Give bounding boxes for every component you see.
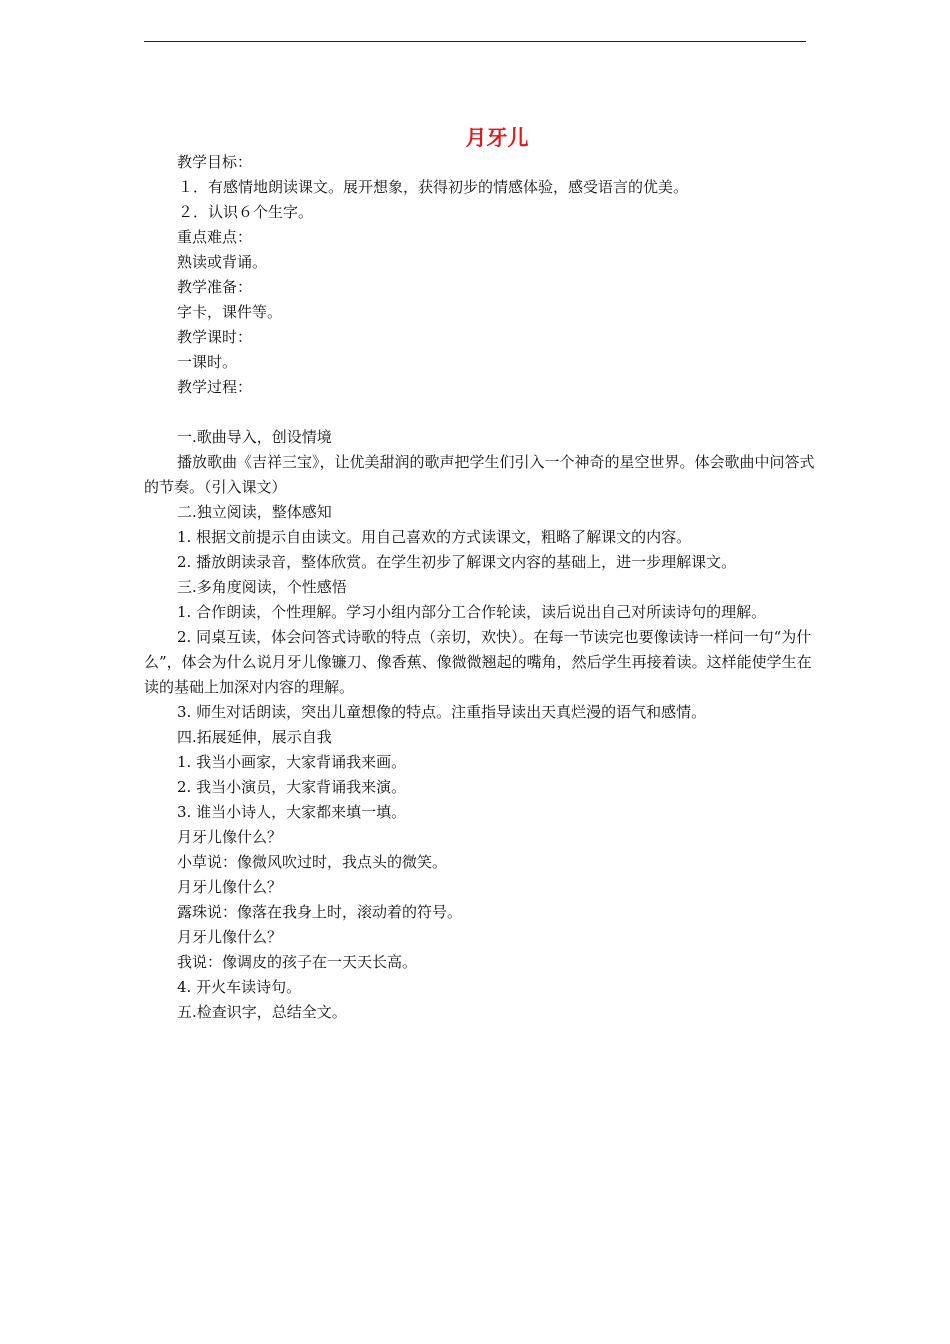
header-rule <box>144 41 806 42</box>
poem-answer-2: 露珠说：像落在我身上时，滚动着的符号。 <box>177 903 463 921</box>
key-text: 熟读或背诵。 <box>177 253 268 271</box>
section-2-heading: 二.独立阅读，整体感知 <box>177 503 332 521</box>
goal-item-1: １．有感情地朗读课文。展开想象，获得初步的情感体验，感受语言的优美。 <box>178 178 689 196</box>
poem-answer-3: 我说：像调皮的孩子在一天天长高。 <box>177 953 418 971</box>
section-4-item-2: 2. 我当小演员，大家背诵我来演。 <box>177 778 407 796</box>
spacer <box>144 400 820 425</box>
poem-answer-1: 小草说：像微风吹过时，我点头的微笑。 <box>177 853 448 871</box>
section-3-item-1: 1. 合作朗读，个性理解。学习小组内部分工合作轮读，读后说出自己对所读诗句的理解。 <box>177 603 767 621</box>
document-title: 月牙儿 <box>465 126 529 150</box>
section-5-heading: 五.检查识字，总结全文。 <box>177 1003 347 1021</box>
section-4-item-1: 1. 我当小画家，大家背诵我来画。 <box>177 753 407 771</box>
section-1-text: 播放歌曲《吉祥三宝》，让优美甜润的歌声把学生们引入一个神奇的星空世界。体会歌曲中问答式的节奏。（引入课文） <box>144 453 815 496</box>
section-3-item-3: 3. 师生对话朗读，突出儿童想像的特点。注重指导读出天真烂漫的语气和感情。 <box>177 703 707 721</box>
hours-heading: 教学课时： <box>177 328 253 346</box>
prep-text: 字卡，课件等。 <box>177 303 283 321</box>
section-4-item-4: 4. 开火车读诗句。 <box>177 978 302 996</box>
section-4-item-3: 3. 谁当小诗人，大家都来填一填。 <box>177 803 407 821</box>
process-heading: 教学过程： <box>177 378 253 396</box>
section-4-heading: 四.拓展延伸，展示自我 <box>177 728 332 746</box>
poem-question-1: 月牙儿像什么？ <box>177 828 283 846</box>
section-2-item-1: 1. 根据文前提示自由读文。用自己喜欢的方式读课文，粗略了解课文的内容。 <box>177 528 692 546</box>
section-1-heading: 一.歌曲导入，创设情境 <box>177 428 332 446</box>
goal-item-2: ２．认识６个生字。 <box>178 203 314 221</box>
section-3-heading: 三.多角度阅读，个性感悟 <box>177 578 347 596</box>
section-3-item-2: 2. 同桌互读，体会问答式诗歌的特点（亲切，欢快）。在每一节读完也要像读诗一样问一句“为什么”，体会为什么说月牙儿像镰刀、像香蕉、像微微翘起的嘴角，然后学生再接着读。这样能使学生在读的基础上加深对内容的理解。 <box>144 628 812 696</box>
prep-heading: 教学准备： <box>177 278 253 296</box>
goals-heading: 教学目标： <box>177 153 253 171</box>
hours-text: 一课时。 <box>177 353 238 371</box>
poem-question-3: 月牙儿像什么？ <box>177 928 283 946</box>
poem-question-2: 月牙儿像什么？ <box>177 878 283 896</box>
section-2-item-2: 2. 播放朗读录音，整体欣赏。在学生初步了解课文内容的基础上，进一步理解课文。 <box>177 553 737 571</box>
document-body <box>144 150 820 1025</box>
key-heading: 重点难点： <box>177 228 253 246</box>
